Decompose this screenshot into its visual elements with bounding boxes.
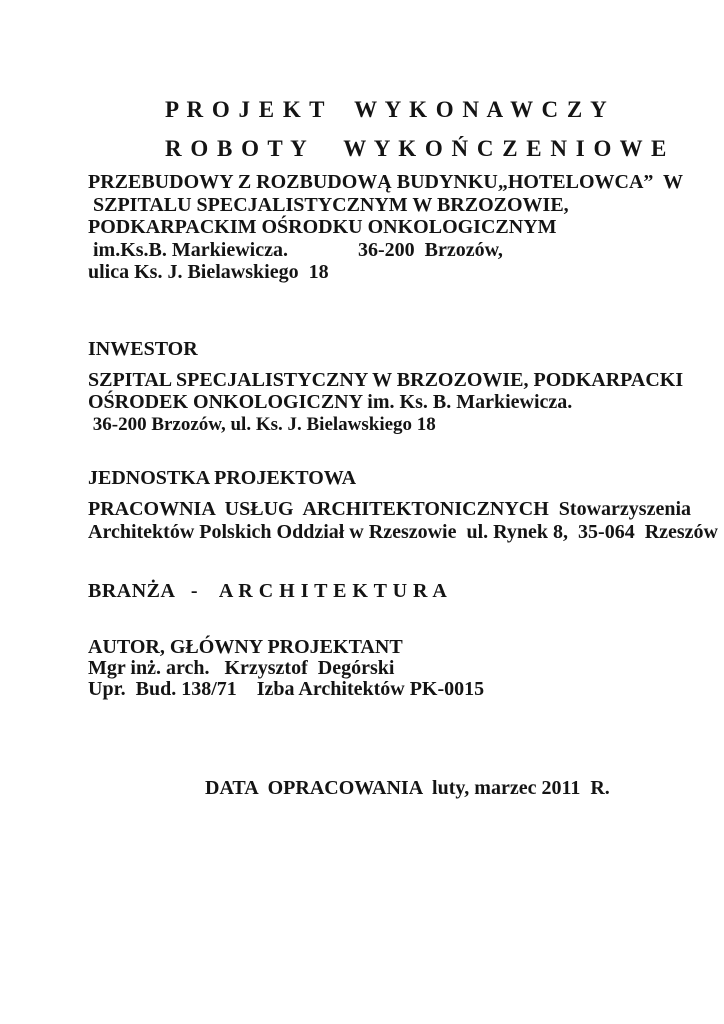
project-description	[88, 171, 684, 284]
inwestor-details	[88, 368, 684, 414]
document-title-line-1: P R O J E K T W Y K O N A W C Z Y	[165, 97, 609, 122]
project-description-line: PODKARPACKIM OŚRODKU ONKOLOGICZNYM	[88, 216, 557, 238]
jednostka-projektowa-line: Architektów Polskich Oddział w Rzeszowie ul. Rynek 8, 35-064 Rzeszów	[88, 520, 718, 543]
author-line: Mgr inż. arch. Krzysztof Degórski	[88, 657, 395, 679]
project-description-line: SZPITALU SPECJALISTYCZNYM W BRZOZOWIE,	[88, 193, 569, 216]
author-details	[88, 637, 674, 700]
inwestor-line: SZPITAL SPECJALISTYCZNY W BRZOZOWIE, PODKARPACKI	[88, 368, 684, 391]
jednostka-projektowa-details	[88, 498, 718, 543]
preparation-date: DATA OPRACOWANIA luty, marzec 2011 R.	[205, 777, 610, 799]
document-title-line-2: R O B O T Y W Y K O Ń C Z E N I O W E	[165, 136, 668, 161]
author-line: AUTOR, GŁÓWNY PROJEKTANT	[88, 636, 403, 658]
author-line: Upr. Bud. 138/71 Izba Architektów PK-0015	[88, 678, 485, 700]
branza-heading: BRANŻA - A R C H I T E K T U R A	[88, 580, 448, 602]
project-description-line: PRZEBUDOWY Z ROZBUDOWĄ BUDYNKU„HOTELOWCA” W	[88, 171, 684, 193]
jednostka-projektowa-heading: JEDNOSTKA PROJEKTOWA	[88, 467, 357, 489]
project-description-line: ulica Ks. J. Bielawskiego 18	[88, 261, 329, 283]
inwestor-address: 36-200 Brzozów, ul. Ks. J. Bielawskiego 18	[88, 413, 436, 435]
inwestor-heading: INWESTOR	[88, 337, 198, 360]
inwestor-line: OŚRODEK ONKOLOGICZNY im. Ks. B. Markiewicza.	[88, 391, 573, 413]
jednostka-projektowa-line: PRACOWNIA USŁUG ARCHITEKTONICZNYCH Stowarzyszenia	[88, 498, 692, 520]
project-description-line: im.Ks.B. Markiewicza. 36-200 Brzozów,	[88, 238, 503, 261]
